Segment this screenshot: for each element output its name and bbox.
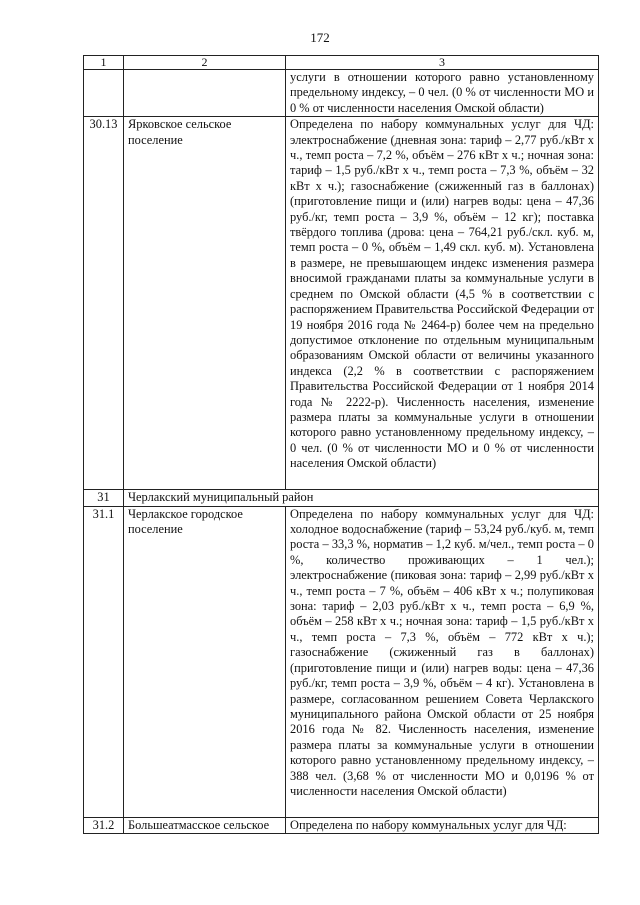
row-name: Большеатмасское сельское — [124, 817, 286, 833]
column-header: 2 — [124, 56, 286, 70]
row-description: Определена по набору коммунальных услуг для ЧД: электроснабжение (дневная зона: тариф – 2,77 руб./кВт х ч., темп роста – 7,2 %, объём – 276 кВт х ч.; ночная зона: тариф – 1,5 руб./кВт х ч., темп роста – 7,3 %, объём – 32 кВт х ч.); газоснабжение (сжиженный газ в баллонах) (приготовление пищи и (или) нагрев воды: цена – 47,36 руб./кг, темп роста – 3,9 %, объём – 12 кг); поставка твёрдого топлива (дрова: цена – 764,21 руб./скл. куб. м, темп роста – 0 %, объём – 1,49 скл. куб. м). Установлена в размере, не превышающем индекс изменения размера вносимой гражданами платы за коммунальные услуги в среднем по Омской области (4,5 % в соответствии с распоряжением Правительства Российской Федерации от 19 ноября 2016 года № 2464-р) более чем на предельно допустимое отклонение по отдельным муниципальным образованиям Омской области от величины указанного индекса (2,2 % в соответствии с распоряжением Правительства Российской Федерации от 1 ноября 2014 года № 2222-р). Численность населения, изменение размера платы за коммунальные услуги в отношении которого равно установленному предельному индексу, – 0 чел. (0 % от численности МО и 0 % от численности населения Омской области) — [286, 117, 599, 490]
row-name: Черлакское городское поселение — [124, 506, 286, 817]
row-description: Определена по набору коммунальных услуг для ЧД: холодное водоснабжение (тариф – 53,24 руб./куб. м, темп роста – 33,3 %, норматив – 1,2 куб. м/чел., темп роста – 0 %, количество проживающих – 1 чел.); электроснабжение (пиковая зона: тариф – 2,99 руб./кВт х ч., темп роста – 7 %, объём – 406 кВт х ч.; полупиковая зона: тариф – 2,03 руб./кВт х ч., темп роста – 6,9 %, объём – 258 кВт х ч.; ночная зона: тариф – 1,5 руб./кВт х ч., темп роста – 7,3 %, объём – 772 кВт х ч.); газоснабжение (сжиженный газ в баллонах) (приготовление пищи и (или) нагрев воды: цена – 47,36 руб./кг, темп роста – 3,9 %, объём – 4 кг). Установлена в размере, согласованном решением Совета Черлакского муниципального района Омской области от 25 ноября 2016 года № 82. Численность населения, изменение размера платы за коммунальные услуги в отношении которого равно установленному предельному индексу, – 388 чел. (3,68 % от численности МО и 0,0196 % от численности населения Омской области) — [286, 506, 599, 817]
row-number: 31.2 — [84, 817, 124, 833]
row-description: услуги в отношении которого равно установленному предельному индексу, – 0 чел. (0 % от численности МО и 0 % от численности населения Омской области) — [286, 70, 599, 117]
column-header: 1 — [84, 56, 124, 70]
row-number: 31 — [84, 490, 124, 506]
tariff-table — [83, 55, 599, 834]
row-description: Определена по набору коммунальных услуг для ЧД: — [286, 817, 599, 833]
table-row-section — [84, 490, 599, 506]
row-name: Ярковское сельское поселение — [124, 117, 286, 490]
table-row — [84, 817, 599, 833]
row-name — [124, 70, 286, 117]
section-title: Черлакский муниципальный район — [124, 490, 599, 506]
column-header: 3 — [286, 56, 599, 70]
table-row — [84, 506, 599, 817]
table-row-continuation — [84, 70, 599, 117]
page-number: 172 — [310, 30, 330, 45]
row-number: 30.13 — [84, 117, 124, 490]
table-row — [84, 117, 599, 490]
row-number: 31.1 — [84, 506, 124, 817]
table-header-row — [84, 56, 599, 70]
row-number — [84, 70, 124, 117]
